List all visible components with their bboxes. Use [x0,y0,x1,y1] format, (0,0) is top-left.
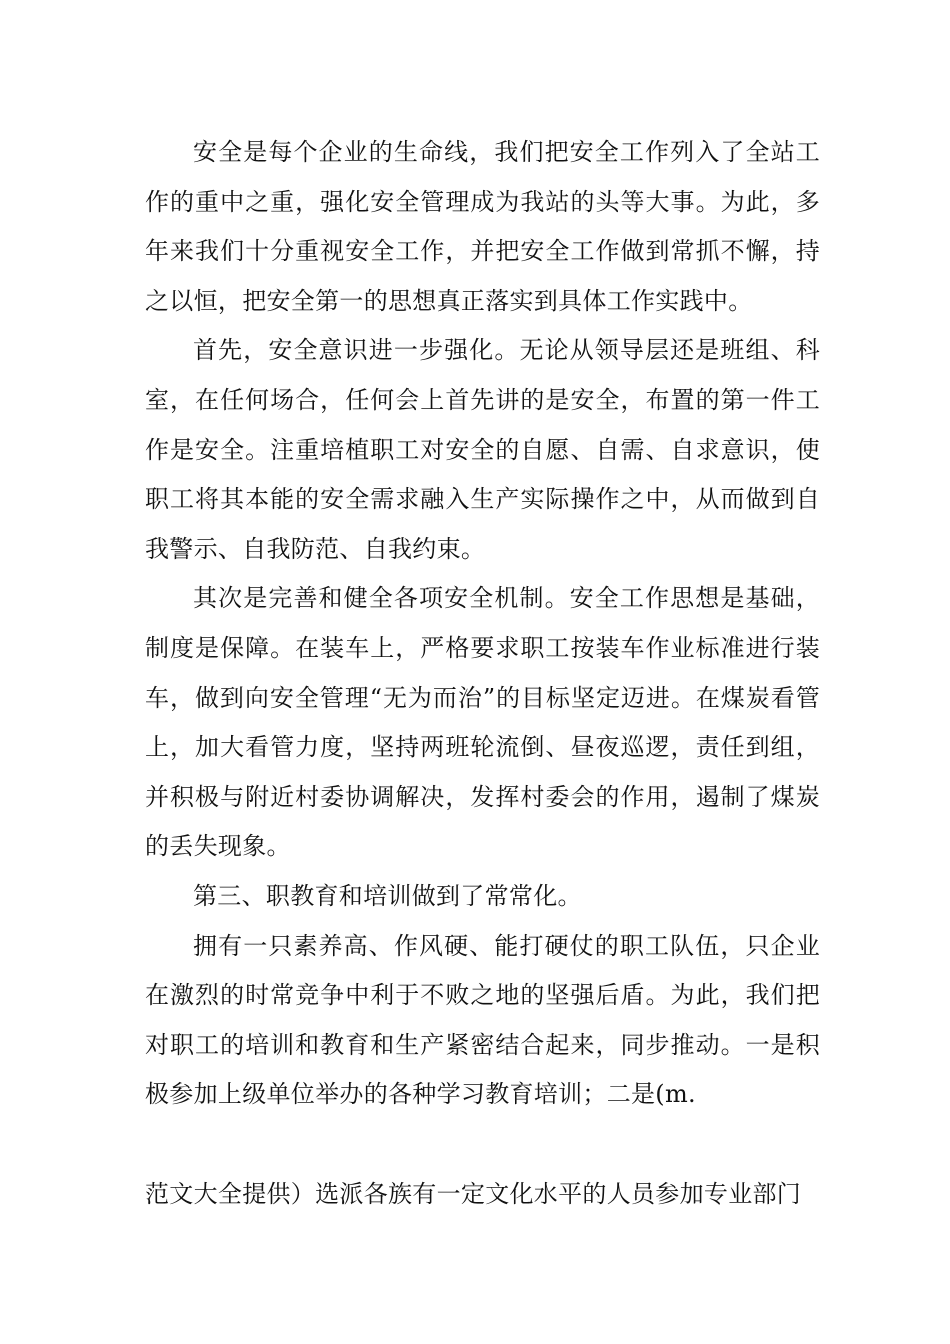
paragraph-safety-mechanism: 其次是完善和健全各项安全机制。安全工作思想是基础，制度是保障。在装车上，严格要求职工按装车作业标准进行装车，做到向安全管理“无为而治”的目标坚定迈进。在煤炭看管上，加大看管力度，坚持两班轮流倒、昼夜巡逻，责任到组，并积极与附近村委协调解决，发挥村委会的作用，遏制了煤炭的丢失现象。 [145,584,820,861]
paragraph-training-heading: 第三、职教育和培训做到了常常化。 [193,881,582,910]
paragraph-training-details: 拥有一只素养高、作风硬、能打硬仗的职工队伍，只企业在激烈的时常竞争中利于不败之地的坚强后盾。为此，我们把对职工的培训和教育和生产紧密结合起来，同步推动。一是积极参加上级单位举办的各种学习教育培训；二是(m. [145,931,820,1109]
line-gap [145,1120,820,1170]
paragraph-continuation: 范文大全提供）选派各族有一定文化水平的人员参加专业部门 [145,1179,802,1208]
paragraph-safety-awareness: 首先，安全意识进一步强化。无论从领导层还是班组、科室，在任何场合，任何会上首先讲的是安全，布置的第一件工作是安全。注重培植职工对安全的自愿、自需、自求意识，使职工将其本能的安全需求融入生产实际操作之中，从而做到自我警示、自我防范、自我约束。 [145,336,820,563]
document-body [145,128,820,1219]
paragraph-safety-lifeline: 安全是每个企业的生命线，我们把安全工作列入了全站工作的重中之重，强化安全管理成为我站的头等大事。为此，多年来我们十分重视安全工作，并把安全工作做到常抓不懈，持之以恒，把安全第一的思想真正落实到具体工作实践中。 [145,138,820,315]
